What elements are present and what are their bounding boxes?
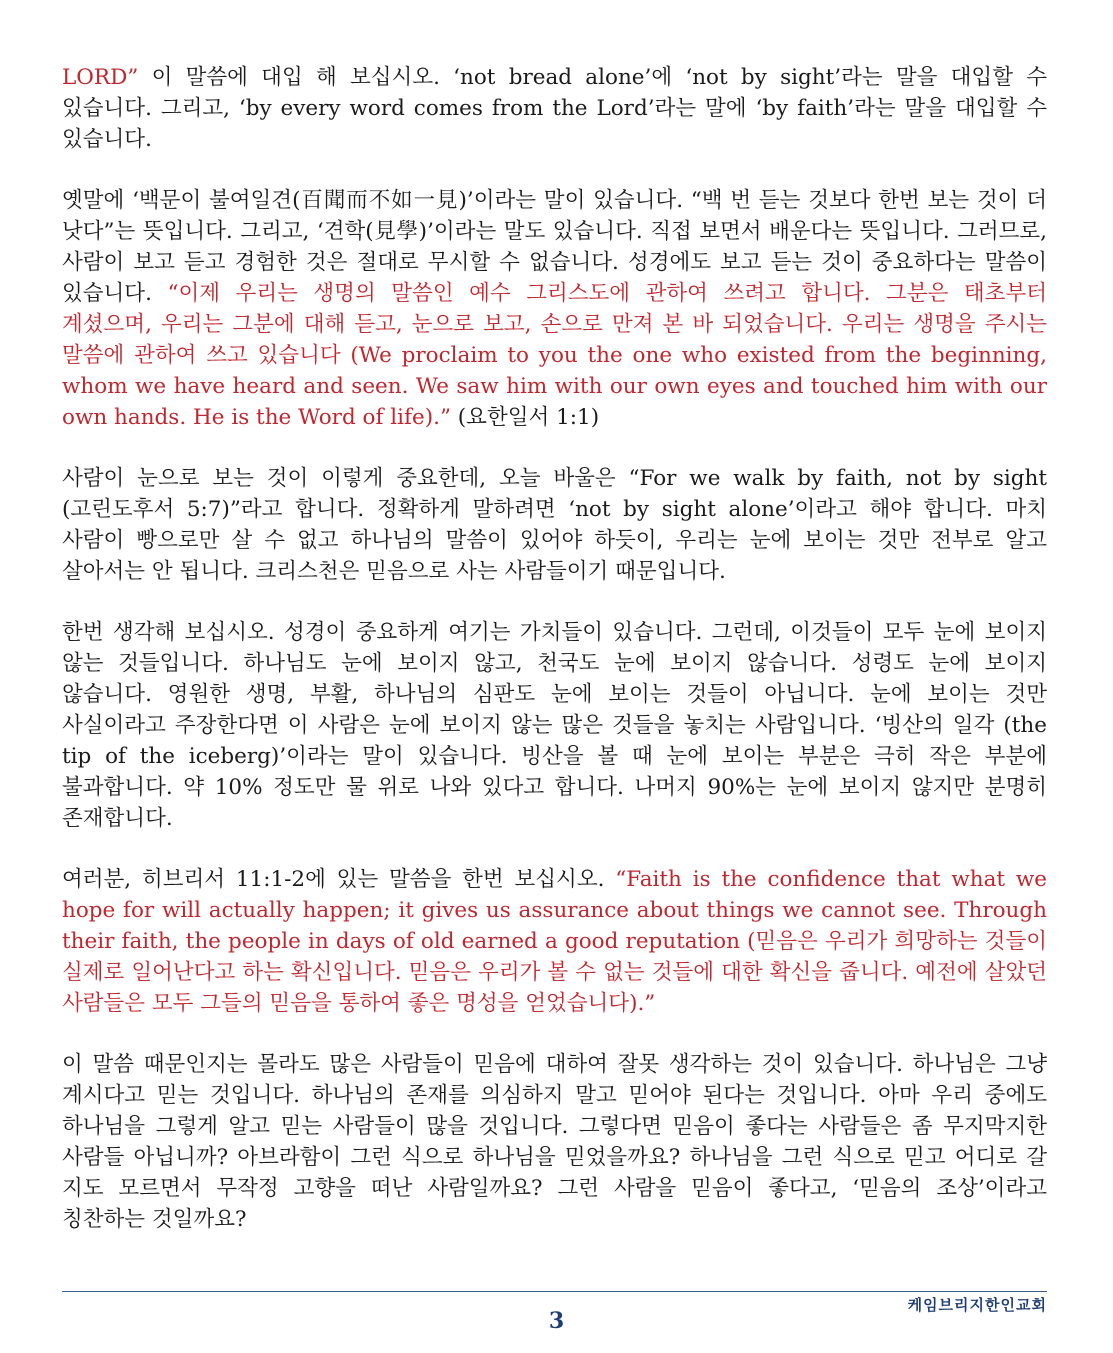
paragraph-2: [62, 185, 1047, 433]
body-text: 여러분, 히브리서 11:1-2에 있는 말씀을 한번 보십시오.: [62, 867, 616, 892]
body-text: 이 말씀에 대입 해 보십시오. ‘not bread alone’에 ‘not by sight’라는 말을 대입할 수 있습니다. 그리고, ‘by every word comes from the Lord’라는 말에 ‘by faith’라는 말을 대입할 수 있습니다.: [62, 65, 1047, 152]
body-text: 이 말씀 때문인지는 몰라도 많은 사람들이 믿음에 대하여 잘못 생각하는 것이 있습니다. 하나님은 그냥 계시다고 믿는 것입니다. 하나님의 존재를 의심하지 말고 믿어야 된다는 것입니다. 아마 우리 중에도 하나님을 그렇게 알고 믿는 사람들이 많을 것입니다. 그렇다면 믿음이 좋다는 사람들은 좀 무지막지한 사람들 아닙니까? 아브라함이 그런 식으로 하나님을 믿었을까요? 하나님을 그런 식으로 믿고 어디로 갈 지도 모르면서 무작정 고향을 떠난 사람일까요? 그런 사람을 믿음이 좋다고, ‘믿음의 조상’이라고 칭찬하는 것일까요?: [62, 1052, 1047, 1232]
scripture-reference: (요한일서 1:1): [450, 405, 600, 430]
paragraph-1: [62, 62, 1047, 155]
body-text: 사람이 눈으로 보는 것이 이렇게 중요한데, 오늘 바울은 “For we walk by faith, not by sight (고린도후서 5:7)”라고 합니다. 정확하게 말하려면 ‘not by sight alone’이라고 해야 합니다. 마치 사람이 빵으로만 살 수 없고 하나님의 말씀이 있어야 하듯이, 우리는 눈에 보이는 것만 전부로 알고 살아서는 안 됩니다. 크리스천은 믿음으로 사는 사람들이기 때문입니다.: [62, 466, 1047, 584]
document-body: [62, 62, 1047, 1265]
footer-divider: [62, 1291, 1047, 1292]
body-text: 한번 생각해 보십시오. 성경이 중요하게 여기는 가치들이 있습니다. 그런데, 이것들이 모두 눈에 보이지 않는 것들입니다. 하나님도 눈에 보이지 않고, 천국도 눈에 보이지 않습니다. 성령도 눈에 보이지 않습니다. 영원한 생명, 부활, 하나님의 심판도 눈에 보이는 것들이 아닙니다. 눈에 보이는 것만 사실이라고 주장한다면 이 사람은 눈에 보이지 않는 많은 것들을 놓치는 사람입니다. ‘빙산의 일각 (the tip of the iceberg)’이라는 말이 있습니다. 빙산을 볼 때 눈에 보이는 부분은 극히 작은 부분에 불과합니다. 약 10% 정도만 물 위로 나와 있다고 합니다. 나머지 90%는 눈에 보이지 않지만 분명히 존재합니다.: [62, 620, 1047, 831]
scripture-quote: “이제 우리는 생명의 말씀인 예수 그리스도에 관하여 쓰려고 합니다. 그분은 태초부터 계셨으며, 우리는 그분에 대해 듣고, 눈으로 보고, 손으로 만져 본 바 되었습니다. 우리는 생명을 주시는 말씀에 관하여 쓰고 있습니다 (We proclaim to you the one who existed from the beginning, whom we have heard and seen. We saw him with our own eyes and touched him with our own hands. He is the Word of life).”: [62, 281, 1047, 430]
page-number: 3: [548, 1308, 565, 1334]
body-text: 옛말에 ‘백문이 불여일견(百聞而不如一見)’이라는 말이 있습니다. “백 번 듣는 것보다 한번 보는 것이 더 낫다”는 뜻입니다. 그리고, ‘견학(見學)’이라는 말도 있습니다. 직접 보면서 배운다는 뜻입니다. 그러므로, 사람이 보고 듣고 경험한 것은 절대로 무시할 수 없습니다. 성경에도 보고 듣는 것이 중요하다는 말씀이 있습니다.: [62, 188, 1047, 306]
paragraph-3: [62, 463, 1047, 587]
church-name: 케임브리지한인교회: [907, 1296, 1047, 1314]
scripture-quote: “Faith is the confidence that what we hope for will actually happen; it gives us assurance about things we cannot see. Through their faith, the people in days of old earned a good reputation (믿음은 우리가 희망하는 것들이 실제로 일어난다고 하는 확신입니다. 믿음은 우리가 볼 수 없는 것들에 대한 확신을 줍니다. 예전에 살았던 사람들은 모두 그들의 믿음을 통하여 좋은 명성을 얻었습니다).”: [62, 867, 1047, 1016]
paragraph-5: [62, 864, 1047, 1019]
scripture-quote-fragment: LORD”: [62, 65, 139, 90]
paragraph-6: [62, 1049, 1047, 1235]
paragraph-4: [62, 617, 1047, 834]
